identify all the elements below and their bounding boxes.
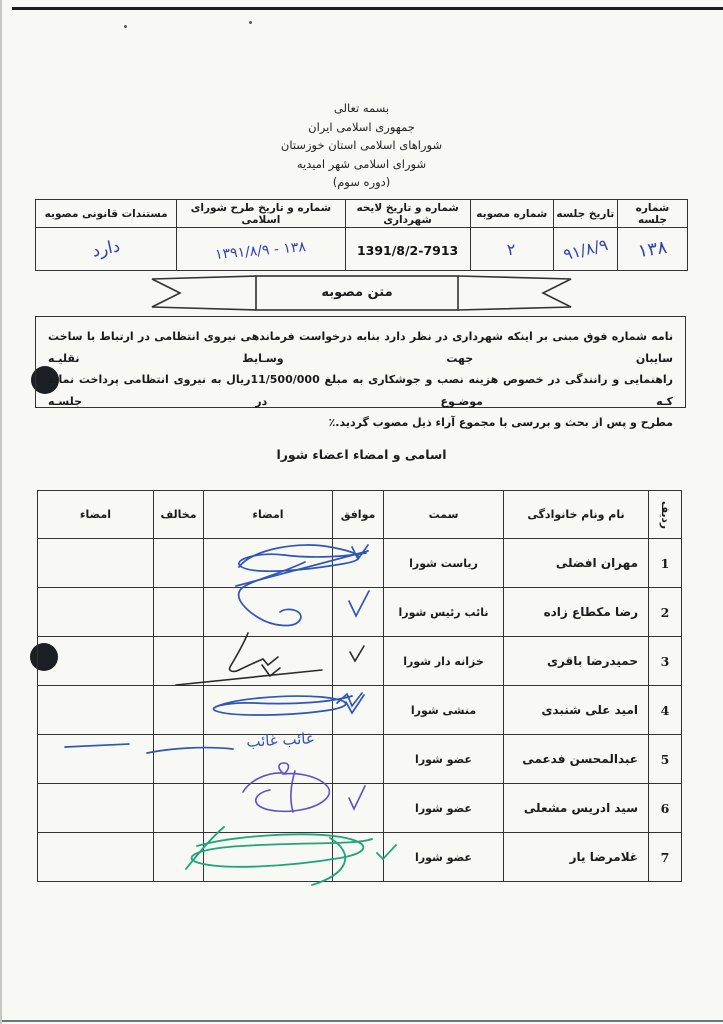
oppose-cell — [154, 833, 204, 882]
member-role: ریاست شورا — [384, 539, 504, 588]
resolution-banner — [150, 272, 573, 314]
member-row — [38, 588, 682, 637]
member-role: منشی شورا — [384, 686, 504, 735]
member-name: عبدالمحسن فدعمی — [504, 735, 649, 784]
signature-cell — [204, 539, 333, 588]
meta-header-legal-docs: مستندات قانونی مصوبه — [36, 200, 177, 228]
member-role: عضو شورا — [384, 735, 504, 784]
meta-header-resolution-no: شماره مصوبه — [470, 200, 553, 228]
members-header-oppose: مخالف — [154, 491, 204, 539]
member-row — [38, 735, 682, 784]
agree-cell — [333, 588, 384, 637]
meta-header-row — [36, 200, 688, 228]
letterhead-line-basmala: بسمه تعالی — [333, 101, 390, 115]
members-header-row-no: ردیف — [649, 491, 682, 539]
oppose-cell — [154, 588, 204, 637]
oppose-cell — [154, 637, 204, 686]
oppose-cell — [154, 784, 204, 833]
resolution-meta-table — [35, 199, 688, 271]
agree-cell — [333, 784, 384, 833]
meta-header-session-date: تاریخ جلسه — [553, 200, 617, 228]
signature-cell-2 — [38, 686, 154, 735]
member-row — [38, 686, 682, 735]
signature-cell-2 — [38, 833, 154, 882]
scan-edge-top — [12, 7, 723, 10]
oppose-cell — [154, 539, 204, 588]
member-role: نائب رئیس شورا — [384, 588, 504, 637]
absent-note-handwriting: غائب غائب — [245, 729, 315, 751]
member-row-no: 1 — [649, 539, 682, 588]
agree-cell — [333, 686, 384, 735]
signature-cell — [204, 637, 333, 686]
members-header-row — [38, 491, 682, 539]
members-header-agree: موافق — [333, 491, 384, 539]
resolution-text-box — [35, 316, 686, 429]
member-row-no: 5 — [649, 735, 682, 784]
member-role: عضو شورا — [384, 784, 504, 833]
signature-cell-2 — [38, 784, 154, 833]
meta-value-session-date: ۹۱/۸/۹ — [553, 228, 617, 271]
letterhead-line-term: (دوره سوم) — [332, 175, 391, 189]
signature-cell — [204, 588, 333, 637]
members-section-title: اسامی و امضاء اعضاء شورا — [276, 447, 447, 462]
members-header-role: سمت — [384, 491, 504, 539]
member-role: خزانه دار شورا — [384, 637, 504, 686]
oppose-cell — [154, 686, 204, 735]
member-name: حمیدرضا باقری — [504, 637, 649, 686]
letterhead-line-province-councils: شوراهای اسلامی استان خوزستان — [280, 138, 443, 152]
meta-value-session-no: ۱۳۸ — [617, 228, 687, 271]
member-row-no: 6 — [649, 784, 682, 833]
agree-cell — [333, 637, 384, 686]
member-name: رضا مکطاع زاده — [504, 588, 649, 637]
signature-cell-2 — [38, 637, 154, 686]
resolution-line: نامه شماره فوق مبنی بر اینکه شهرداری در نظر دارد بنابه درخواست فرماندهی نیروی انتظامی در ارتباط با ساخت سایبان جهت وسـایط نقلیـه — [48, 330, 673, 365]
member-row — [38, 833, 682, 882]
member-name: سید ادریس مشعلی — [504, 784, 649, 833]
member-row — [38, 784, 682, 833]
member-name: مهران افضلی — [504, 539, 649, 588]
agree-cell — [333, 735, 384, 784]
member-row-no: 2 — [649, 588, 682, 637]
member-row — [38, 539, 682, 588]
member-row-no: 4 — [649, 686, 682, 735]
letterhead-line-country: جمهوری اسلامی ایران — [308, 119, 415, 134]
signature-cell-2 — [38, 588, 154, 637]
members-header-name: نام ونام خانوادگی — [504, 491, 649, 539]
member-row — [38, 637, 682, 686]
member-row-no: 3 — [649, 637, 682, 686]
member-role: عضو شورا — [384, 833, 504, 882]
member-name: غلامرضا یار — [504, 833, 649, 882]
signature-cell-2 — [38, 539, 154, 588]
agree-cell — [333, 539, 384, 588]
meta-value-bill-no-date: 1391/8/2-7913 — [345, 228, 470, 271]
meta-header-session-no: شماره جلسه — [617, 200, 687, 228]
meta-value-legal-docs: دارد — [36, 228, 177, 271]
meta-header-bill-no-date: شماره و تاریخ لایحه شهرداری — [345, 200, 470, 228]
signature-cell — [204, 686, 333, 735]
signature-cell — [204, 833, 333, 882]
meta-value-resolution-no: ۲ — [470, 228, 553, 271]
resolution-line: مطرح و پس از بحث و بررسی با مجموع آراء ذیل مصوب گردید.٪ — [328, 416, 673, 429]
signature-cell-2 — [38, 735, 154, 784]
agree-cell — [333, 833, 384, 882]
member-name: امید علی شنبدی — [504, 686, 649, 735]
resolution-line: راهنمایی و رانندگی در خصوص هزینه نصب و جوشکاری به مبلغ 11/500/000ریال به نیروی انتظامی پرداخت نماید کـه موضـوع در جلسـه — [48, 373, 673, 408]
letterhead-line-city-council: شورای اسلامی شهر امیدیه — [296, 156, 427, 171]
signature-cell — [204, 784, 333, 833]
scan-speck — [124, 25, 127, 28]
members-header-signature-2: امضاء — [38, 491, 154, 539]
meta-value-plan-no-date: ۱۳۸ - ۱۳۹۱/۸/۹ — [177, 228, 345, 271]
scan-edge-bottom — [0, 1020, 723, 1022]
letterhead — [0, 99, 723, 192]
meta-value-row — [36, 228, 688, 271]
banner-title: متن مصوبه — [321, 285, 393, 300]
oppose-cell — [154, 735, 204, 784]
member-row-no: 7 — [649, 833, 682, 882]
members-header-signature: امضاء — [204, 491, 333, 539]
scan-speck — [249, 21, 252, 24]
members-signature-table — [37, 490, 682, 882]
meta-header-plan-no-date: شماره و تاریخ طرح شورای اسلامی — [177, 200, 345, 228]
